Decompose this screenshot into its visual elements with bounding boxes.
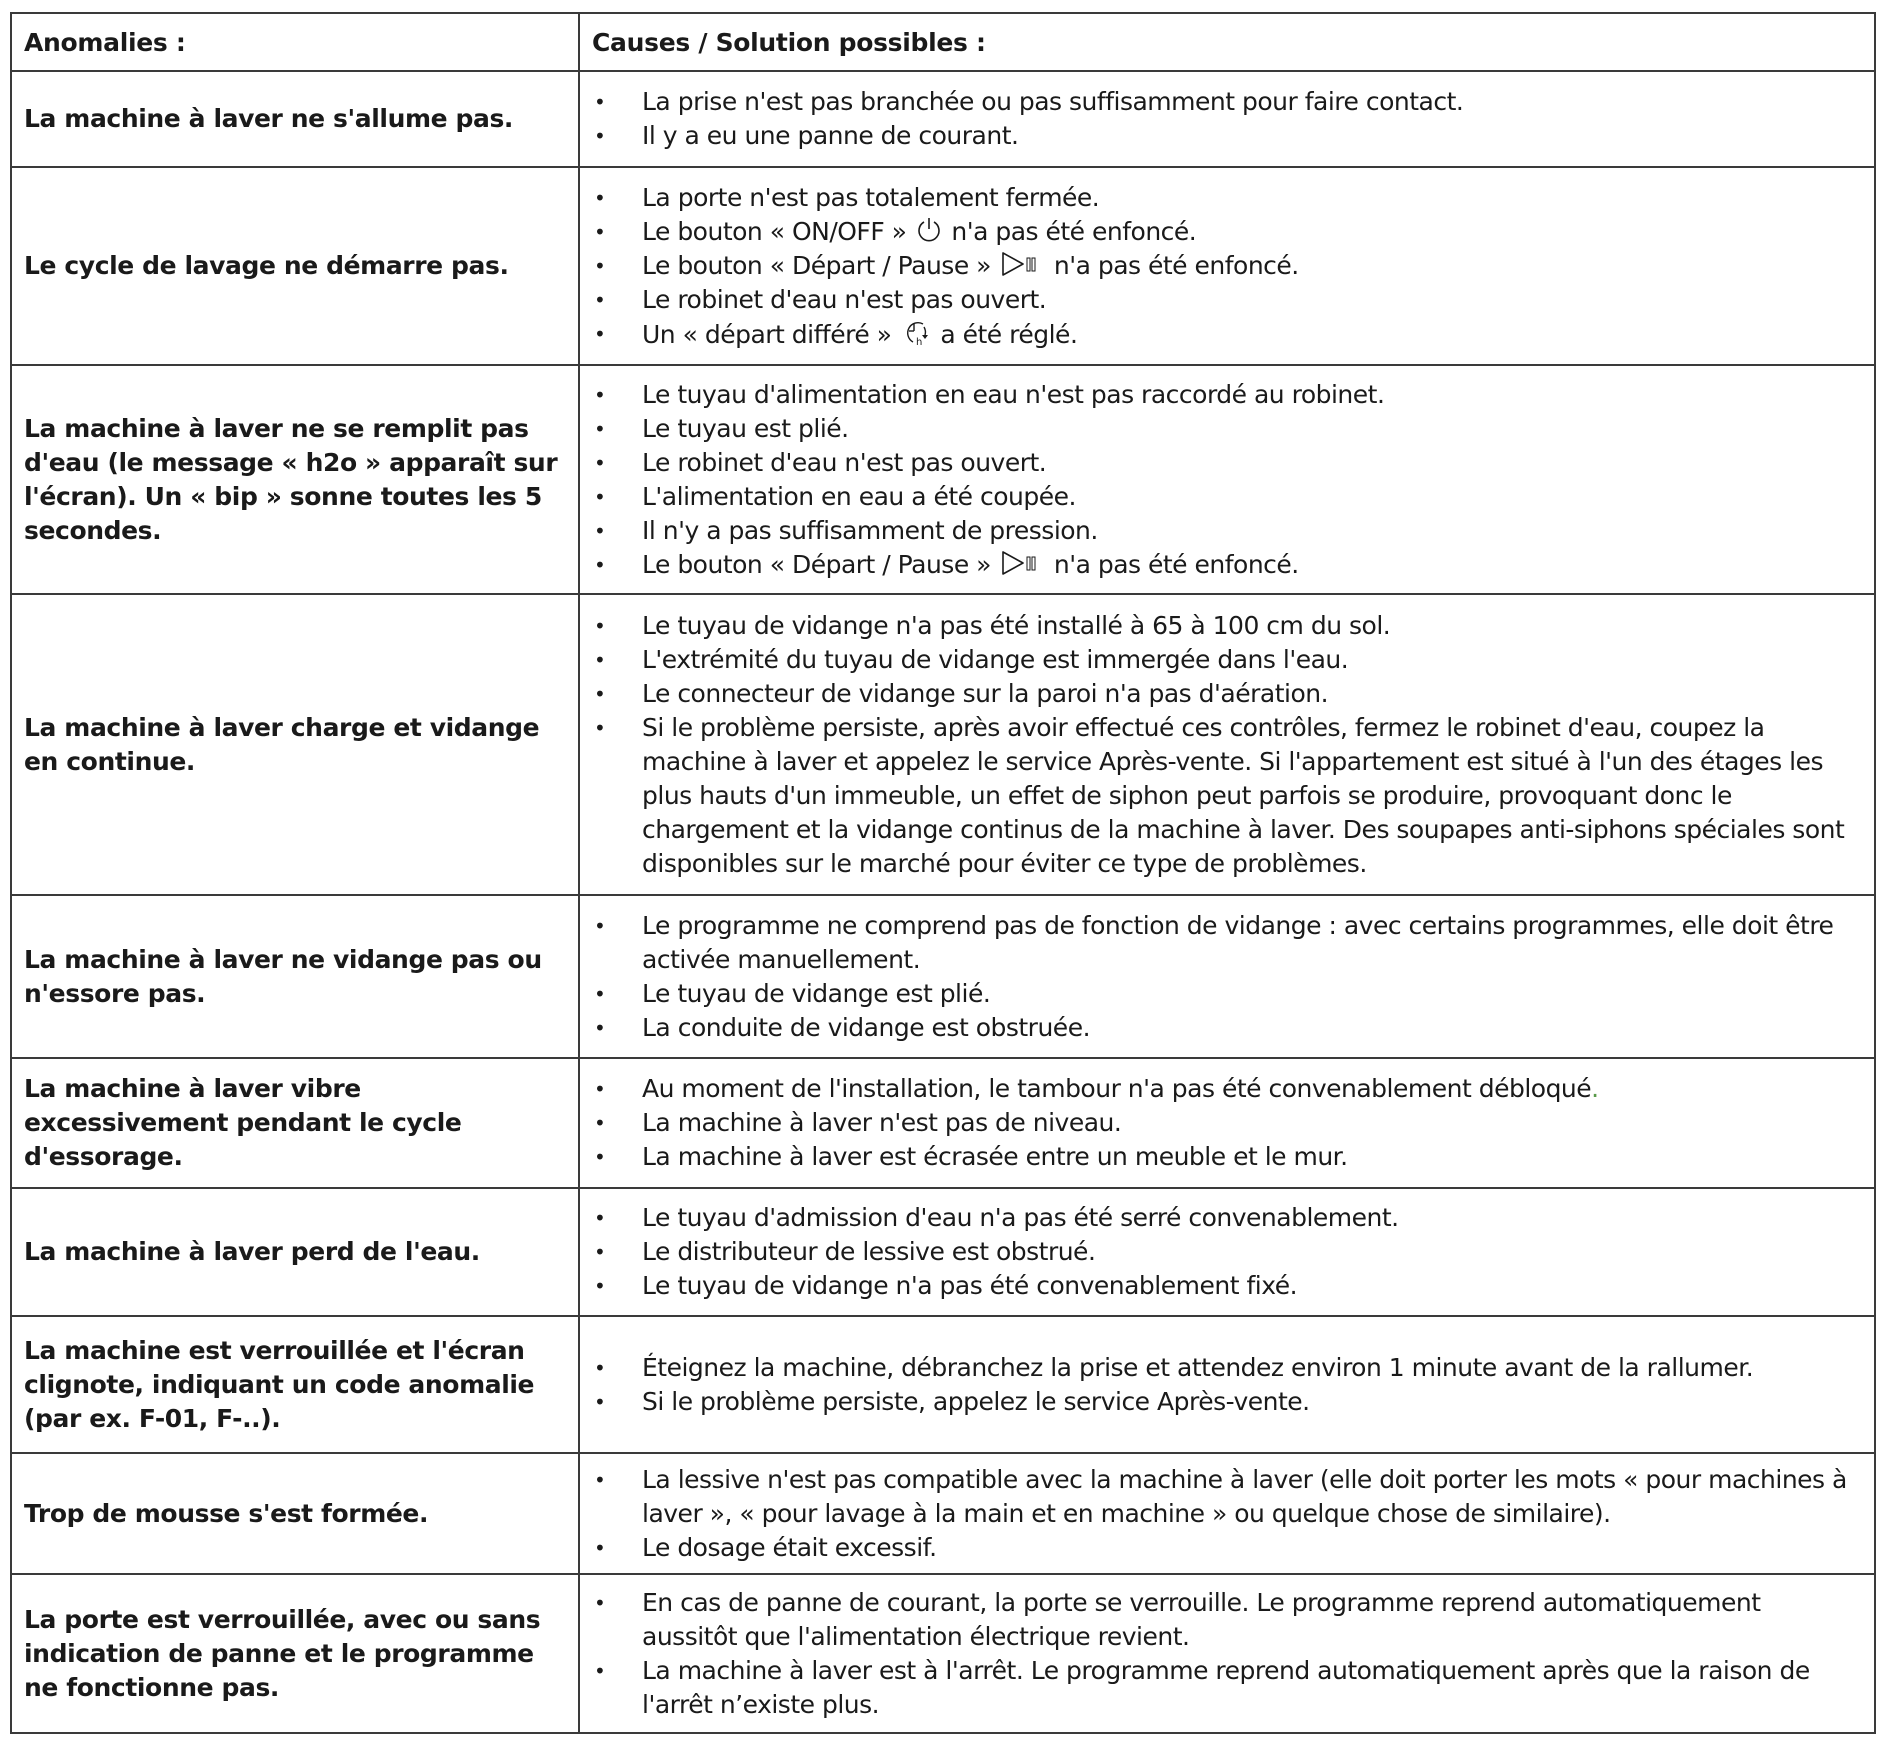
causes-cell	[579, 71, 1875, 167]
cause-text: La machine à laver n'est pas de niveau.	[642, 1108, 1122, 1137]
cause-text: Le connecteur de vidange sur la paroi n'a pas d'aération.	[642, 678, 1329, 708]
bullet-icon: •	[594, 1535, 606, 1560]
anomaly-cell: La machine à laver vibre excessivement pendant le cycle d'essorage.	[11, 1058, 579, 1188]
bullet-icon: •	[594, 1077, 606, 1101]
list-item	[580, 1463, 1862, 1531]
cause-text: Le tuyau de vidange est plié.	[642, 978, 991, 1008]
table-row	[11, 71, 1875, 167]
bullet-icon: •	[594, 1240, 606, 1264]
bullet-icon: •	[594, 1467, 606, 1492]
causes-cell	[579, 365, 1875, 594]
cause-text: Le tuyau de vidange n'a pas été convenablement fixé.	[642, 1271, 1298, 1300]
bullet-icon: •	[594, 219, 606, 244]
causes-cell	[579, 1188, 1875, 1316]
cause-text: Il n'y a pas suffisamment de pression.	[642, 515, 1098, 545]
causes-cell	[579, 895, 1875, 1058]
list-item	[580, 1531, 1862, 1565]
bullet-icon: •	[594, 1274, 606, 1298]
cause-text: Le tuyau d'alimentation en eau n'est pas raccordé au robinet.	[642, 379, 1385, 409]
play-pause-icon	[1000, 250, 1044, 278]
list-item	[580, 977, 1862, 1011]
list-item	[580, 215, 1862, 249]
causes-cell	[579, 1316, 1875, 1453]
list-item	[580, 1269, 1862, 1303]
power-icon	[916, 216, 942, 244]
bullet-icon: •	[594, 253, 606, 278]
list-item	[580, 514, 1862, 548]
cause-text: Un « départ différé »	[642, 319, 892, 349]
cause-text: En cas de panne de courant, la porte se verrouille. Le programme reprend automatiquement aussitôt que l'alimentation électrique revient.	[642, 1587, 1761, 1651]
list-item	[580, 1235, 1862, 1269]
bullet-icon: •	[594, 1355, 606, 1380]
cause-text: La machine à laver est écrasée entre un meuble et le mur.	[642, 1142, 1348, 1171]
list-item	[580, 1385, 1862, 1419]
list-item	[580, 249, 1862, 283]
anomaly-cell: Trop de mousse s'est formée.	[11, 1453, 579, 1574]
list-item	[580, 378, 1862, 412]
cause-text-after-icon: n'a pas été enfoncé.	[1053, 549, 1299, 579]
list-item	[580, 283, 1862, 317]
table-row	[11, 1188, 1875, 1316]
list-item	[580, 548, 1862, 582]
cause-text: L'alimentation en eau a été coupée.	[642, 481, 1076, 511]
causes-cell	[579, 594, 1875, 895]
cause-text: Le bouton « Départ / Pause »	[642, 250, 991, 280]
cause-text: La porte n'est pas totalement fermée.	[642, 182, 1100, 212]
play-pause-icon	[1000, 549, 1044, 577]
cause-text: Le tuyau d'admission d'eau n'a pas été serré convenablement.	[642, 1203, 1399, 1232]
causes-cell	[579, 1453, 1875, 1574]
list-item	[580, 711, 1862, 881]
cause-text: Si le problème persiste, après avoir effectué ces contrôles, fermez le robinet d'eau, coupez la machine à laver et appelez le service Après-vente. Si l'appartement est situé à l'un des étages les plus hauts d'un immeuble, un effet de siphon peut parfois se produire, provoquant donc le chargement et la vidange continus de la machine à laver. Des soupapes anti-siphons spéciales sont disponibles sur le marché pour éviter ce type de problèmes.	[642, 712, 1845, 878]
causes-list	[580, 1201, 1862, 1303]
causes-cell	[579, 167, 1875, 365]
bullet-icon: •	[594, 416, 606, 441]
cause-text: Si le problème persiste, appelez le service Après-vente.	[642, 1386, 1310, 1416]
cause-text: Le robinet d'eau n'est pas ouvert.	[642, 447, 1047, 477]
header-anomalies: Anomalies :	[11, 13, 579, 71]
cause-text: Il y a eu une panne de courant.	[642, 121, 1019, 150]
bullet-icon: •	[594, 1145, 606, 1169]
cause-text: Le dosage était excessif.	[642, 1532, 937, 1562]
cause-text: Au moment de l'installation, le tambour n'a pas été convenablement débloqué	[642, 1074, 1592, 1103]
cause-text-after-icon: n'a pas été enfoncé.	[1053, 250, 1299, 280]
cause-text: Le programme ne comprend pas de fonction de vidange : avec certains programmes, elle doit être activée manuellement.	[642, 910, 1834, 974]
bullet-icon: •	[594, 647, 606, 672]
bullet-icon: •	[594, 382, 606, 407]
bullet-icon: •	[594, 1111, 606, 1135]
delayed-start-clock-icon	[901, 317, 931, 347]
bullet-icon: •	[594, 1590, 606, 1615]
causes-list	[580, 609, 1862, 881]
list-item	[580, 317, 1862, 352]
anomaly-cell: La machine à laver ne vidange pas ou n'essore pas.	[11, 895, 579, 1058]
bullet-icon: •	[594, 681, 606, 706]
cause-text-after-icon: n'a pas été enfoncé.	[951, 216, 1197, 246]
bullet-icon: •	[594, 1389, 606, 1414]
cause-text-after-icon: a été réglé.	[940, 319, 1078, 349]
table-row	[11, 365, 1875, 594]
list-item	[580, 480, 1862, 514]
cause-text: Le bouton « Départ / Pause »	[642, 549, 991, 579]
green-period: .	[1591, 1074, 1599, 1103]
table-row	[11, 594, 1875, 895]
cause-text: Éteignez la machine, débranchez la prise et attendez environ 1 minute avant de la rallumer.	[642, 1352, 1754, 1382]
table-row	[11, 167, 1875, 365]
causes-cell	[579, 1574, 1875, 1733]
bullet-icon: •	[594, 1015, 606, 1040]
causes-list	[580, 909, 1862, 1045]
table-row	[11, 895, 1875, 1058]
list-item	[580, 643, 1862, 677]
bullet-icon: •	[594, 552, 606, 577]
list-item	[580, 446, 1862, 480]
causes-cell	[579, 1058, 1875, 1188]
causes-list	[580, 1351, 1862, 1419]
cause-text: La machine à laver est à l'arrêt. Le programme reprend automatiquement après que la raison de l'arrêt n’existe plus.	[642, 1655, 1810, 1719]
anomaly-cell: La machine à laver ne s'allume pas.	[11, 71, 579, 167]
causes-list	[580, 1072, 1862, 1174]
list-item	[580, 1106, 1862, 1140]
cause-text: Le bouton « ON/OFF »	[642, 216, 907, 246]
bullet-icon: •	[594, 715, 606, 740]
list-item	[580, 677, 1862, 711]
anomaly-cell: La machine à laver charge et vidange en continue.	[11, 594, 579, 895]
bullet-icon: •	[594, 1206, 606, 1230]
cause-text: Le tuyau de vidange n'a pas été installé à 65 à 100 cm du sol.	[642, 610, 1391, 640]
svg-text:h: h	[915, 336, 922, 347]
table-row	[11, 1453, 1875, 1574]
bullet-icon: •	[594, 1658, 606, 1683]
anomaly-cell: La machine est verrouillée et l'écran clignote, indiquant un code anomalie (par ex. F-01, F-..).	[11, 1316, 579, 1453]
list-item	[580, 1140, 1862, 1174]
cause-text: Le robinet d'eau n'est pas ouvert.	[642, 284, 1047, 314]
bullet-icon: •	[594, 913, 606, 938]
table-row	[11, 1058, 1875, 1188]
list-item	[580, 1586, 1862, 1654]
list-item	[580, 1201, 1862, 1235]
bullet-icon: •	[594, 613, 606, 638]
table-body	[11, 71, 1875, 1733]
header-causes-solutions: Causes / Solution possibles :	[579, 13, 1875, 71]
bullet-icon: •	[594, 124, 606, 148]
list-item	[580, 1654, 1862, 1722]
list-item	[580, 1072, 1862, 1106]
table-header-row	[11, 13, 1875, 71]
list-item	[580, 85, 1862, 119]
bullet-icon: •	[594, 450, 606, 475]
bullet-icon: •	[594, 90, 606, 114]
causes-list	[580, 1463, 1862, 1565]
causes-list	[580, 181, 1862, 352]
list-item	[580, 1351, 1862, 1385]
list-item	[580, 181, 1862, 215]
table-row	[11, 1316, 1875, 1453]
anomaly-cell: La machine à laver ne se remplit pas d'eau (le message « h2o » apparaît sur l'écran). Un « bip » sonne toutes les 5 secondes.	[11, 365, 579, 594]
causes-list	[580, 378, 1862, 582]
cause-text: Le tuyau est plié.	[642, 413, 849, 443]
bullet-icon: •	[594, 484, 606, 509]
list-item	[580, 909, 1862, 977]
list-item	[580, 119, 1862, 153]
table-row	[11, 1574, 1875, 1733]
cause-text: Le distributeur de lessive est obstrué.	[642, 1237, 1096, 1266]
cause-text: La lessive n'est pas compatible avec la machine à laver (elle doit porter les mots « pour machines à laver », « pour lavage à la main et en machine » ou quelque chose de similaire).	[642, 1464, 1847, 1528]
cause-text: La prise n'est pas branchée ou pas suffisamment pour faire contact.	[642, 87, 1464, 116]
causes-list	[580, 1586, 1862, 1722]
cause-text: La conduite de vidange est obstruée.	[642, 1012, 1091, 1042]
bullet-icon: •	[594, 287, 606, 312]
list-item	[580, 609, 1862, 643]
list-item	[580, 412, 1862, 446]
bullet-icon: •	[594, 321, 606, 346]
anomaly-cell: La machine à laver perd de l'eau.	[11, 1188, 579, 1316]
causes-list	[580, 85, 1862, 153]
bullet-icon: •	[594, 981, 606, 1006]
troubleshooting-table	[10, 12, 1876, 1734]
bullet-icon: •	[594, 518, 606, 543]
anomaly-cell: Le cycle de lavage ne démarre pas.	[11, 167, 579, 365]
list-item	[580, 1011, 1862, 1045]
anomaly-cell: La porte est verrouillée, avec ou sans indication de panne et le programme ne fonctionne pas.	[11, 1574, 579, 1733]
cause-text: L'extrémité du tuyau de vidange est immergée dans l'eau.	[642, 644, 1349, 674]
bullet-icon: •	[594, 185, 606, 210]
